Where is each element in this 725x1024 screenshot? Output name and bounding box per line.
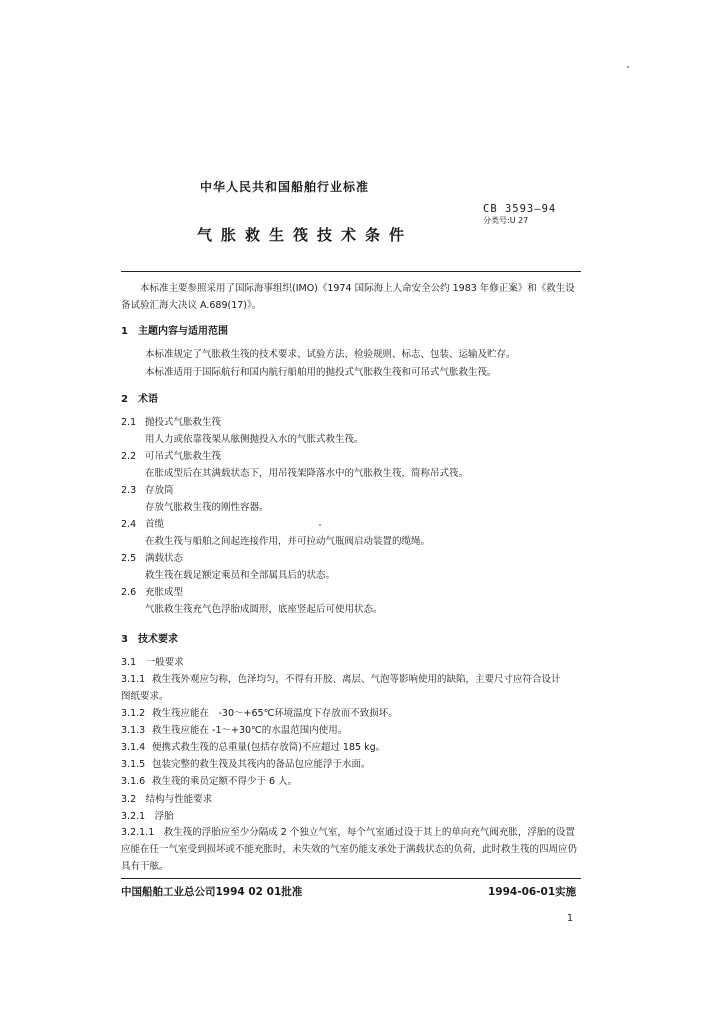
clause-number: 3.1.4 bbox=[121, 742, 146, 753]
clause-text: 包装完整的救生筏及其筏内的备品包应能浮于水面。 bbox=[152, 759, 371, 770]
subsection-3-2-1-heading: 3.2.1 浮胎 bbox=[121, 811, 174, 822]
page-number: 1 bbox=[567, 913, 574, 924]
term-definition: 在胀成型后在其满载状态下，用吊筏架降落水中的气胀救生筏，简称吊式筏。 bbox=[145, 468, 469, 479]
section-1-heading: 1 主题内容与适用范围 bbox=[121, 326, 228, 337]
term-number: 2.1 bbox=[121, 417, 137, 428]
section-3-heading: 3 技术要求 bbox=[121, 634, 178, 645]
header-divider bbox=[121, 271, 581, 272]
term-definition: 救生筏在载足额定乘员和全部属具后的状态。 bbox=[145, 570, 336, 581]
clause-text: 便携式救生筏的总重量(包括存放筒)不应超过 185 kg。 bbox=[152, 742, 386, 753]
term-number: 2.6 bbox=[121, 587, 137, 598]
clause-text: 救生筏外观应匀称，色泽均匀，不得有开胶、离层、气泡等影响使用的缺陷，主要尺寸应符合设计 bbox=[152, 674, 561, 685]
term-name: 充胀成型 bbox=[145, 587, 184, 598]
clause-number: 3.1.5 bbox=[121, 759, 146, 770]
term-name: 首缆 bbox=[145, 519, 165, 530]
term-number: 2.4 bbox=[121, 519, 137, 530]
implementation-date: 1994-06-01实施 bbox=[488, 886, 577, 898]
section-1-paragraph-2: 本标准适用于国际航行和国内航行船舶用的抛投式气胀救生筏和可吊式气胀救生筏。 bbox=[145, 367, 497, 378]
clause-3-2-1-1-paragraph: 3.2.1.1 救生筏的浮胎应至少分隔成 2 个独立气室，每个气室通过设于其上的单向充气阀充胀，浮胎的设置应能在任一气室受到损坏或不能充胀时，未失效的气室仍能支承处于满载状态的负荷，此时救生筏的四周应仍具有干舷。 bbox=[121, 827, 578, 872]
term-definition: 气胀救生筏充气色浮胎成圆形，底座竖起后可使用状态。 bbox=[145, 604, 383, 615]
term-definition: 在救生筏与船舶之间起连接作用，并可拉动气瓶阀启动装置的缆绳。 bbox=[145, 536, 431, 547]
term-definition: 存放气胀救生筏的刚性容器。 bbox=[145, 502, 269, 513]
section-2-heading: 2 术语 bbox=[121, 394, 158, 405]
clause-text: 救生筏的乘员定额不得少于 6 人。 bbox=[152, 776, 298, 787]
section-1-paragraph-1: 本标准规定了气胀救生筏的技术要求、试验方法、检验规则、标志、包装、运输及贮存。 bbox=[145, 349, 516, 360]
clause-number: 3.1.3 bbox=[121, 725, 146, 736]
term-number: 2.3 bbox=[121, 485, 137, 496]
clause-text-continued: 图纸要求。 bbox=[121, 691, 169, 702]
term-name: 满载状态 bbox=[145, 553, 184, 564]
standard-org-heading: 中华人民共和国船舶行业标准 bbox=[200, 180, 370, 194]
approval-line: 中国船舶工业总公司1994 02 01批准 bbox=[121, 886, 303, 898]
classification-number: 分类号:U 27 bbox=[483, 216, 529, 225]
term-name: 抛投式气胀救生筏 bbox=[145, 417, 222, 428]
clause-text: 救生筏应能在 -1～+30℃的水温范围内使用。 bbox=[152, 725, 348, 736]
subsection-3-2-heading: 3.2 结构与性能要求 bbox=[121, 794, 213, 805]
clause-number: 3.1.2 bbox=[121, 708, 146, 719]
term-definition: 用人力或依靠筏架从舷侧抛投入水的气胀式救生筏。 bbox=[145, 434, 364, 445]
clause-text: 救生筏应能在 -30～+65℃环境温度下存放而不致损坏。 bbox=[152, 708, 398, 719]
intro-paragraph: 本标准主要参照采用了国际海事组织(IMO)《1974 国际海上人命安全公约 1983 年修正案》和《救生设备试验汇海大决议 A.689(17)》。 bbox=[121, 283, 575, 311]
term-name: 可吊式气胀救生筏 bbox=[145, 451, 222, 462]
document-title: 气胀救生筏技术条件 bbox=[197, 226, 414, 244]
standard-code: CB 3593—94 bbox=[483, 203, 557, 215]
subsection-3-1-heading: 3.1 一般要求 bbox=[121, 657, 184, 668]
clause-number: 3.1.1 bbox=[121, 674, 146, 685]
term-name: 存放筒 bbox=[145, 485, 174, 496]
footer-divider bbox=[121, 878, 581, 879]
term-number: 2.2 bbox=[121, 451, 137, 462]
term-number: 2.5 bbox=[121, 553, 137, 564]
clause-number: 3.1.6 bbox=[121, 776, 146, 787]
